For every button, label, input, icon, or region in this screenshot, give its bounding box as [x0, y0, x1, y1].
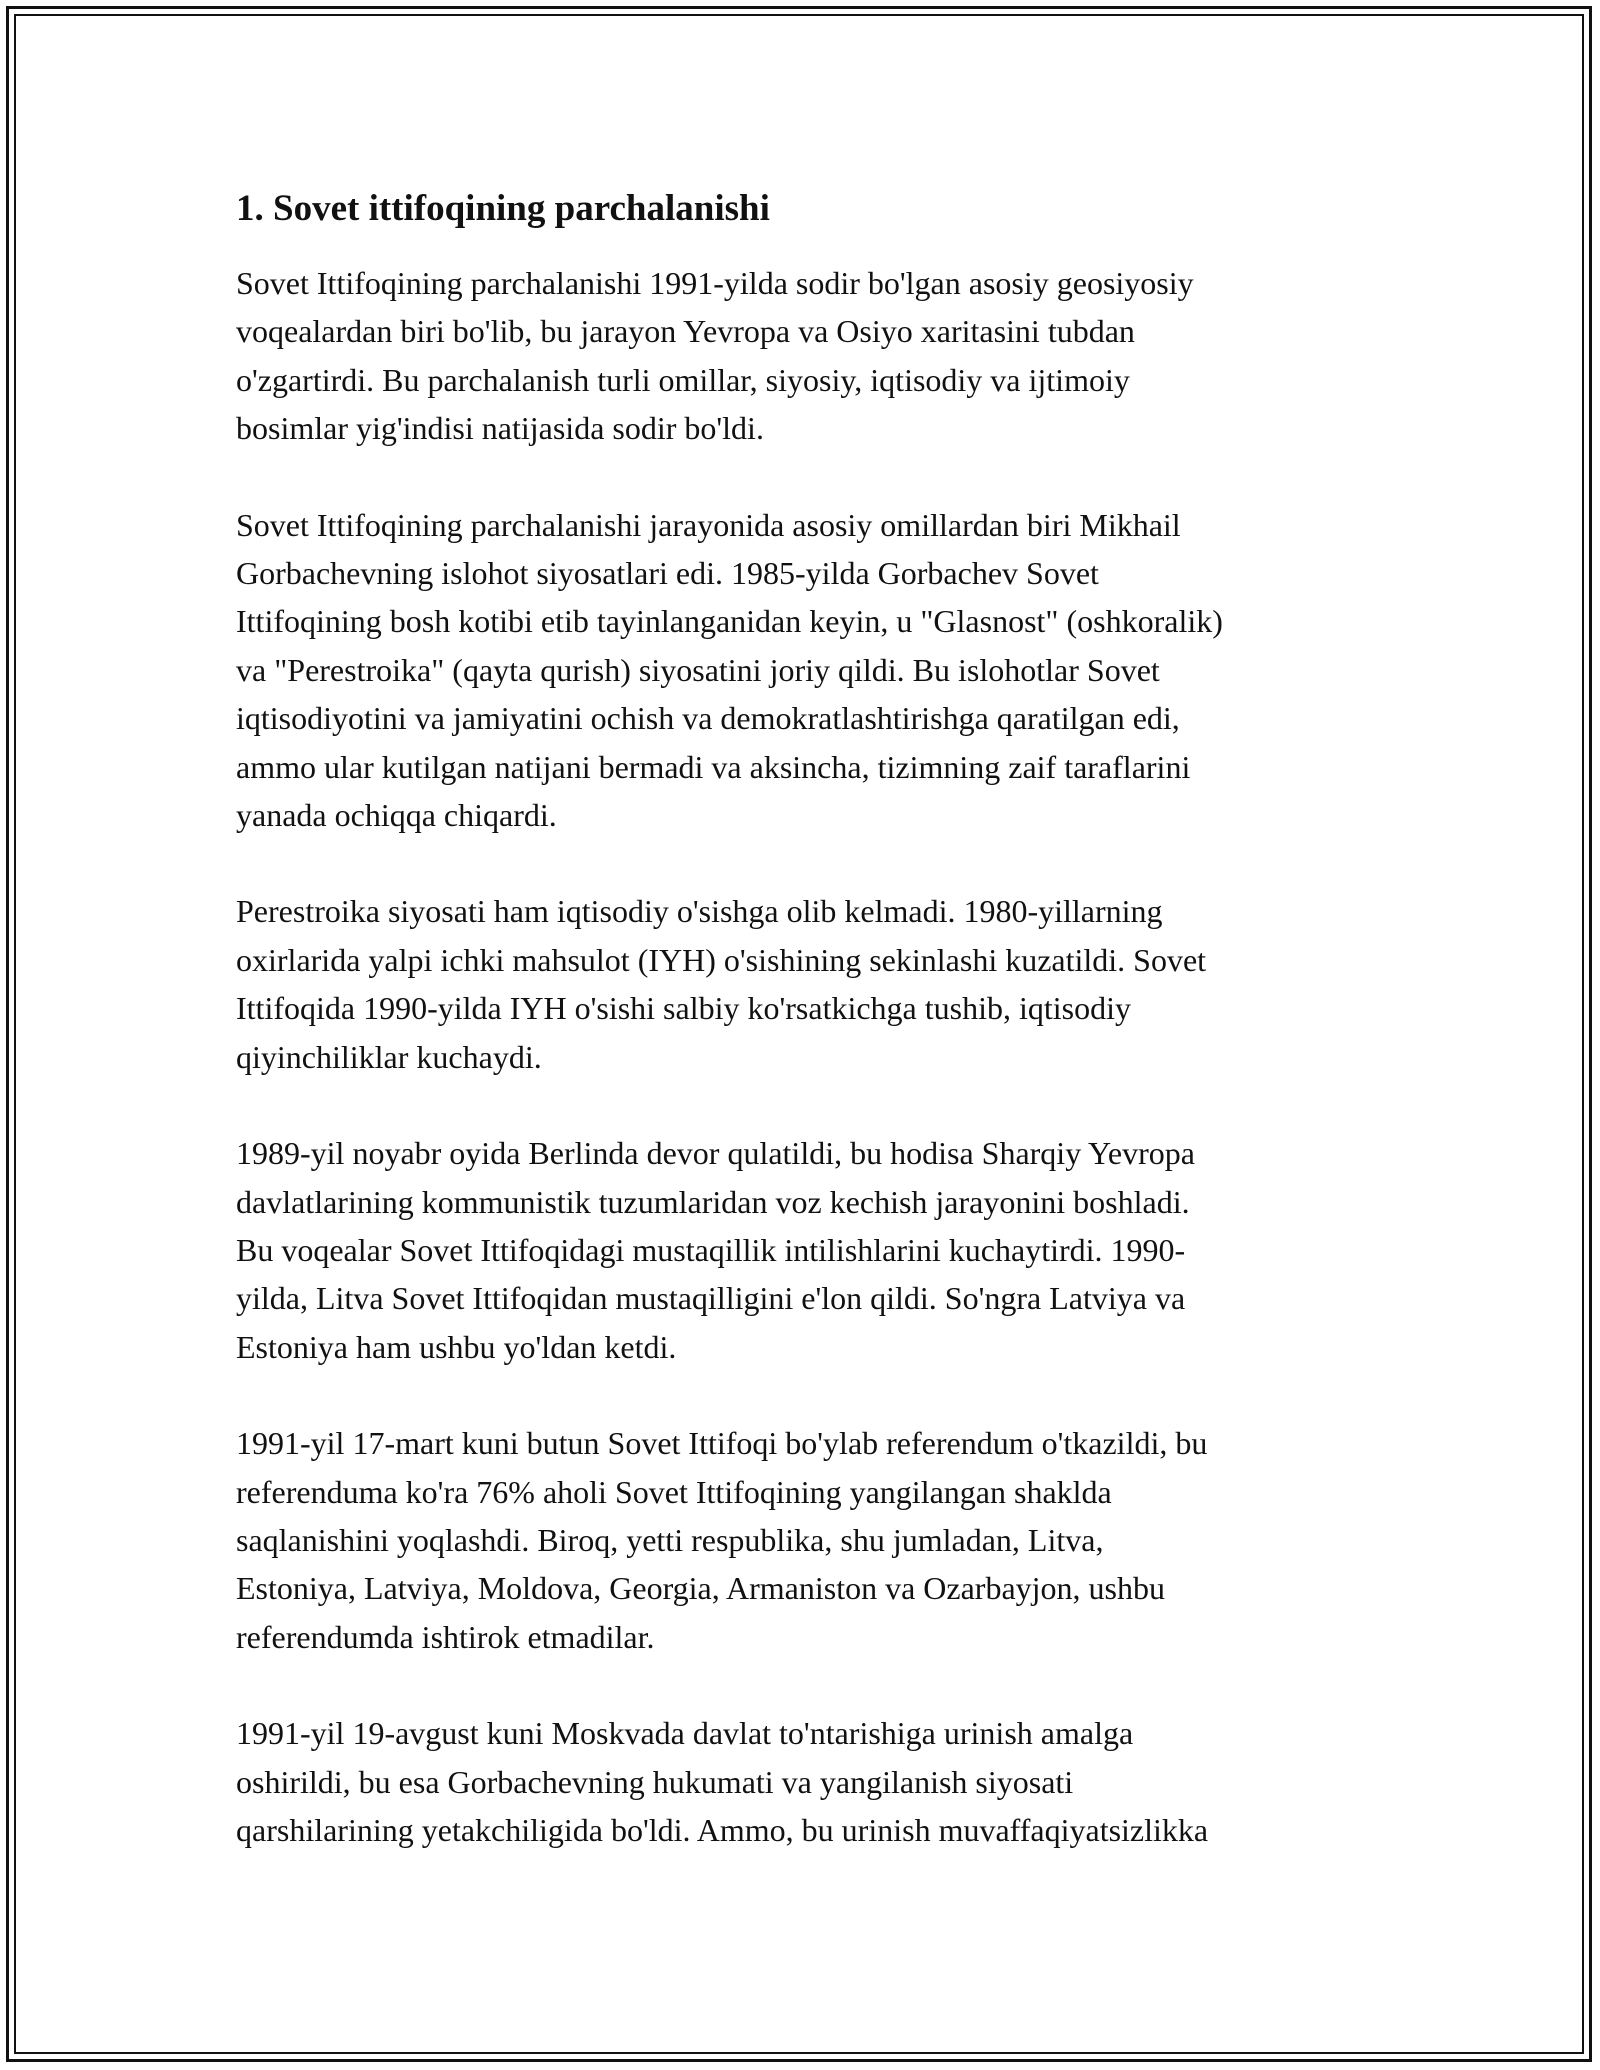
- paragraph-line: Estoniya ham ushbu yo'ldan ketdi.: [236, 1328, 677, 1365]
- paragraph-line: bosimlar yig'indisi natijasida sodir bo'ldi.: [236, 410, 764, 447]
- paragraph-line: Perestroika siyosati ham iqtisodiy o'sishga olib kelmadi. 1980-yillarning: [236, 893, 1163, 930]
- paragraph-line: Gorbachevning islohot siyosatlari edi. 1985-yilda Gorbachev Sovet: [236, 555, 1099, 592]
- paragraph-line: va "Perestroika" (qayta qurish) siyosatini joriy qildi. Bu islohotlar Sovet: [236, 651, 1160, 688]
- paragraph-line: 1991-yil 19-avgust kuni Moskvada davlat to'ntarishiga urinish amalga: [236, 1715, 1134, 1752]
- paragraph-line: Sovet Ittifoqining parchalanishi jarayonida asosiy omillardan biri Mikhail: [236, 506, 1181, 543]
- paragraph-line: Sovet Ittifoqining parchalanishi 1991-yilda sodir bo'lgan asosiy geosiyosiy: [236, 265, 1194, 301]
- paragraph-line: Ittifoqida 1990-yilda IYH o'sishi salbiy ko'rsatkichga tushib, iqtisodiy: [236, 990, 1131, 1027]
- paragraph-line: referenduma ko'ra 76% aholi Sovet Ittifoqining yangilangan shaklda: [236, 1473, 1112, 1510]
- paragraph-line: oshirildi, bu esa Gorbachevning hukumati va yangilanish siyosati: [236, 1763, 1074, 1800]
- paragraph-line: 1991-yil 17-mart kuni butun Sovet Ittifoqi bo'ylab referendum o'tkazildi, bu: [236, 1425, 1208, 1462]
- document-body: [236, 185, 1386, 1902]
- paragraph-5: [236, 1419, 1386, 1661]
- paragraph-line: davlatlarining kommunistik tuzumlaridan voz kechish jarayonini boshladi.: [236, 1183, 1190, 1220]
- paragraph-line: Ittifoqining bosh kotibi etib tayinlanganidan keyin, u "Glasnost" (oshkoralik): [236, 603, 1223, 640]
- paragraph-line: yilda, Litva Sovet Ittifoqidan mustaqilligini e'lon qildi. So'ngra Latviya va: [236, 1280, 1186, 1317]
- paragraph-line: Bu voqealar Sovet Ittifoqidagi mustaqillik intilishlarini kuchaytirdi. 1990-: [236, 1231, 1186, 1268]
- paragraph-line: saqlanishini yoqlashdi. Biroq, yetti respublika, shu jumladan, Litva,: [236, 1521, 1104, 1558]
- paragraph-line: oxirlarida yalpi ichki mahsulot (IYH) o'sishining sekinlashi kuzatildi. Sovet: [236, 941, 1207, 978]
- paragraph-line: ammo ular kutilgan natijani bermadi va aksincha, tizimning zaif taraflarini: [236, 748, 1191, 785]
- paragraph-line: 1989-yil noyabr oyida Berlinda devor qulatildi, bu hodisa Sharqiy Yevropa: [236, 1135, 1195, 1172]
- paragraph-6: [236, 1709, 1386, 1854]
- paragraph-line: Estoniya, Latviya, Moldova, Georgia, Armaniston va Ozarbayjon, ushbu: [236, 1570, 1165, 1607]
- paragraph-line: yanada ochiqqa chiqardi.: [236, 797, 557, 834]
- paragraph-line: o'zgartirdi. Bu parchalanish turli omillar, siyosiy, iqtisodiy va ijtimoiy: [236, 361, 1130, 398]
- paragraph-4: [236, 1129, 1386, 1371]
- paragraph-3: [236, 887, 1386, 1081]
- paragraph-line: iqtisodiyotini va jamiyatini ochish va demokratlashtirishga qaratilgan edi,: [236, 700, 1180, 737]
- section-heading: 1. Sovet ittifoqining parchalanishi: [236, 188, 770, 229]
- paragraph-line: qiyinchiliklar kuchaydi.: [236, 1038, 542, 1075]
- paragraph-1: [236, 259, 1386, 453]
- paragraph-line: qarshilarining yetakchiligida bo'ldi. Ammo, bu urinish muvaffaqiyatsizlikka: [236, 1811, 1209, 1848]
- paragraph-line: referendumda ishtirok etmadilar.: [236, 1618, 655, 1655]
- paragraph-line: voqealardan biri bo'lib, bu jarayon Yevropa va Osiyo xaritasini tubdan: [236, 313, 1135, 350]
- paragraph-2: [236, 501, 1386, 840]
